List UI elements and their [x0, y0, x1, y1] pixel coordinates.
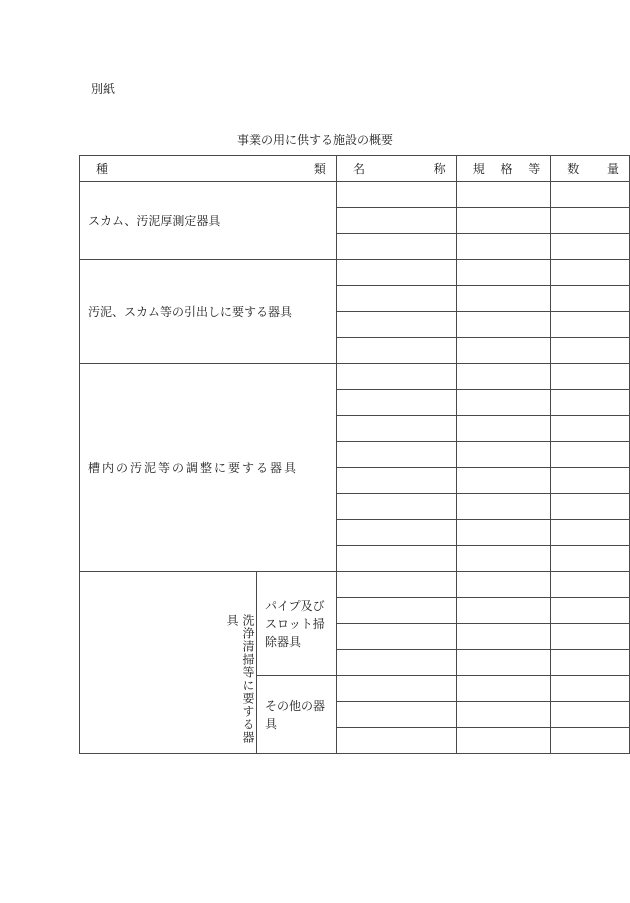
- subcategory-pipe-slot: パイプ及びスロット掃除器具: [257, 572, 337, 676]
- spec-cell[interactable]: [456, 234, 551, 260]
- name-cell[interactable]: [336, 390, 456, 416]
- name-cell[interactable]: [336, 494, 456, 520]
- name-cell[interactable]: [336, 312, 456, 338]
- name-cell[interactable]: [336, 182, 456, 208]
- quantity-cell[interactable]: [551, 598, 630, 624]
- spec-cell[interactable]: [456, 702, 551, 728]
- spec-cell[interactable]: [456, 546, 551, 572]
- quantity-cell[interactable]: [551, 312, 630, 338]
- name-cell[interactable]: [336, 520, 456, 546]
- name-cell[interactable]: [336, 234, 456, 260]
- quantity-cell[interactable]: [551, 728, 630, 754]
- quantity-cell[interactable]: [551, 676, 630, 702]
- spec-cell[interactable]: [456, 312, 551, 338]
- spec-cell[interactable]: [456, 182, 551, 208]
- table-row: [80, 364, 630, 390]
- facilities-table: [79, 155, 630, 754]
- table-row: [80, 260, 630, 286]
- spec-cell[interactable]: [456, 416, 551, 442]
- spec-cell[interactable]: [456, 338, 551, 364]
- name-cell[interactable]: [336, 676, 456, 702]
- quantity-cell[interactable]: [551, 390, 630, 416]
- quantity-cell[interactable]: [551, 624, 630, 650]
- document-title: 事業の用に供する施設の概要: [236, 133, 393, 147]
- quantity-cell[interactable]: [551, 208, 630, 234]
- name-cell[interactable]: [336, 728, 456, 754]
- spec-cell[interactable]: [456, 442, 551, 468]
- spec-cell[interactable]: [456, 598, 551, 624]
- spec-cell[interactable]: [456, 676, 551, 702]
- name-cell[interactable]: [336, 572, 456, 598]
- attachment-label: 別紙: [91, 82, 116, 96]
- spec-cell[interactable]: [456, 624, 551, 650]
- name-cell[interactable]: [336, 442, 456, 468]
- quantity-cell[interactable]: [551, 442, 630, 468]
- header-quantity: 数 量: [551, 156, 630, 182]
- name-cell[interactable]: [336, 416, 456, 442]
- quantity-cell[interactable]: [551, 364, 630, 390]
- spec-cell[interactable]: [456, 364, 551, 390]
- category-tank-adjustment: 槽内の汚泥等の調整に要する器具: [80, 364, 337, 572]
- header-name: 名 称: [336, 156, 456, 182]
- name-cell[interactable]: [336, 338, 456, 364]
- quantity-cell[interactable]: [551, 468, 630, 494]
- quantity-cell[interactable]: [551, 572, 630, 598]
- spec-cell[interactable]: [456, 208, 551, 234]
- table-row: [80, 182, 630, 208]
- quantity-cell[interactable]: [551, 182, 630, 208]
- header-spec: 規 格 等: [456, 156, 551, 182]
- spec-cell[interactable]: [456, 728, 551, 754]
- spec-cell[interactable]: [456, 260, 551, 286]
- name-cell[interactable]: [336, 702, 456, 728]
- quantity-cell[interactable]: [551, 286, 630, 312]
- name-cell[interactable]: [336, 546, 456, 572]
- quantity-cell[interactable]: [551, 546, 630, 572]
- quantity-cell[interactable]: [551, 338, 630, 364]
- spec-cell[interactable]: [456, 572, 551, 598]
- name-cell[interactable]: [336, 364, 456, 390]
- quantity-cell[interactable]: [551, 520, 630, 546]
- name-cell[interactable]: [336, 650, 456, 676]
- quantity-cell[interactable]: [551, 702, 630, 728]
- table-row: [80, 572, 630, 598]
- name-cell[interactable]: [336, 598, 456, 624]
- quantity-cell[interactable]: [551, 650, 630, 676]
- category-cleaning-group: 洗浄清掃等に要する器具: [80, 572, 257, 754]
- name-cell[interactable]: [336, 260, 456, 286]
- header-type: 種 類: [80, 156, 337, 182]
- name-cell[interactable]: [336, 468, 456, 494]
- category-sludge-extraction: 汚泥、スカム等の引出しに要する器具: [80, 260, 337, 364]
- name-cell[interactable]: [336, 208, 456, 234]
- spec-cell[interactable]: [456, 286, 551, 312]
- quantity-cell[interactable]: [551, 234, 630, 260]
- quantity-cell[interactable]: [551, 416, 630, 442]
- spec-cell[interactable]: [456, 650, 551, 676]
- name-cell[interactable]: [336, 286, 456, 312]
- subcategory-other: その他の器具: [257, 676, 337, 754]
- quantity-cell[interactable]: [551, 260, 630, 286]
- spec-cell[interactable]: [456, 520, 551, 546]
- spec-cell[interactable]: [456, 468, 551, 494]
- header-row: [80, 156, 630, 182]
- spec-cell[interactable]: [456, 494, 551, 520]
- spec-cell[interactable]: [456, 390, 551, 416]
- quantity-cell[interactable]: [551, 494, 630, 520]
- name-cell[interactable]: [336, 624, 456, 650]
- category-scum-measurement: スカム、汚泥厚測定器具: [80, 182, 337, 260]
